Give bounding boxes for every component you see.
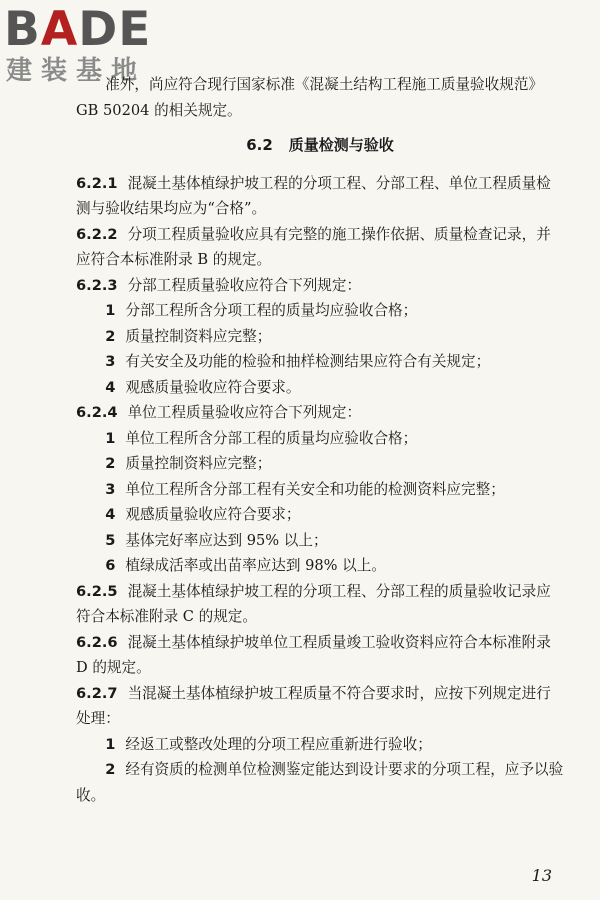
item-number: 5: [105, 531, 116, 549]
item-number: 3: [105, 353, 116, 370]
clause-number: 6.2.4: [76, 404, 118, 421]
clause-text: 分部工程质量验收应符合下列规定：: [127, 276, 362, 294]
clause-text: 当混凝土基体植绿护坡工程质量不符合要求时，应按下列规定进行处理：: [76, 684, 551, 727]
clause-item: [76, 732, 564, 758]
item-text: 质量控制资料应完整；: [125, 327, 272, 345]
clause-list: [76, 171, 564, 809]
clause-text: 混凝土基体植绿护坡工程的分项工程、分部工程的质量验收记录应符合本标准附录 C 的规定。: [76, 582, 551, 625]
item-number: 4: [105, 506, 116, 523]
item-text: 基体完好率应达到 95% 以上；: [125, 531, 328, 549]
clause-number: 6.2.3: [76, 276, 118, 294]
item-text: 有关安全及功能的检验和抽样检测结果应符合有关规定；: [125, 353, 491, 370]
item-text: 单位工程所含分部工程的质量均应验收合格；: [125, 429, 418, 447]
logo-brand: BADE: [4, 2, 152, 57]
clause: [76, 171, 564, 222]
section-heading: 质量检测与验收: [288, 136, 394, 154]
document-body: [76, 72, 564, 808]
item-number: 2: [105, 455, 116, 472]
intro-paragraph: 准外，尚应符合现行国家标准《混凝土结构工程施工质量验收规范》GB 50204 的相关规定。: [76, 76, 544, 119]
clause-text: 混凝土基体植绿护坡单位工程质量竣工验收资料应符合本标准附录 D 的规定。: [76, 633, 551, 676]
clause-item: [76, 324, 564, 350]
clause-item: [76, 426, 564, 452]
item-number: 1: [105, 302, 116, 319]
clause-item: [76, 477, 564, 503]
section-number: 6.2: [246, 136, 273, 154]
clause-item: [76, 502, 564, 528]
item-number: 4: [105, 378, 116, 396]
item-text: 经有资质的检测单位检测鉴定能达到设计要求的分项工程，应予以验收。: [76, 761, 564, 804]
clause-number: 6.2.6: [76, 633, 118, 651]
item-number: 1: [105, 429, 116, 447]
clause-item: [76, 298, 564, 324]
clause-text: 单位工程质量验收应符合下列规定：: [127, 404, 362, 421]
item-text: 观感质量验收应符合要求。: [125, 378, 301, 396]
item-text: 分部工程所含分项工程的质量均应验收合格；: [125, 302, 418, 319]
item-text: 植绿成活率或出苗率应达到 98% 以上。: [125, 557, 386, 574]
clause-item: [76, 553, 564, 579]
clause-item: [76, 528, 564, 554]
section-title: [76, 133, 564, 159]
item-number: 2: [105, 761, 116, 778]
clause-number: 6.2.1: [76, 174, 118, 192]
clause-number: 6.2.7: [76, 684, 118, 702]
item-number: 3: [105, 480, 116, 498]
clause: [76, 222, 564, 273]
clause: [76, 579, 564, 630]
item-number: 1: [105, 735, 116, 753]
clause-item: [76, 349, 564, 375]
clause-item: [76, 757, 564, 808]
clause-number: 6.2.2: [76, 225, 118, 243]
item-text: 单位工程所含分部工程有关安全和功能的检测资料应完整；: [125, 480, 505, 498]
item-number: 2: [105, 327, 116, 345]
item-number: 6: [105, 557, 116, 574]
item-text: 观感质量验收应符合要求；: [125, 506, 301, 523]
clause-text: 分项工程质量验收应具有完整的施工操作依据、质量检查记录，并应符合本标准附录 B 的规定。: [76, 225, 551, 268]
clause-item: [76, 375, 564, 401]
clause-text: 混凝土基体植绿护坡工程的分项工程、分部工程、单位工程质量检测与验收结果均应为“合格”。: [76, 174, 551, 217]
clause: [76, 273, 564, 299]
logo-subtitle: 建装基地: [6, 56, 147, 86]
clause: [76, 630, 564, 681]
clause-number: 6.2.5: [76, 582, 118, 600]
item-text: 经返工或整改处理的分项工程应重新进行验收；: [125, 735, 432, 753]
clause: [76, 681, 564, 732]
item-text: 质量控制资料应完整；: [125, 455, 272, 472]
clause: [76, 400, 564, 426]
page-number: 13: [531, 866, 552, 885]
clause-item: [76, 451, 564, 477]
